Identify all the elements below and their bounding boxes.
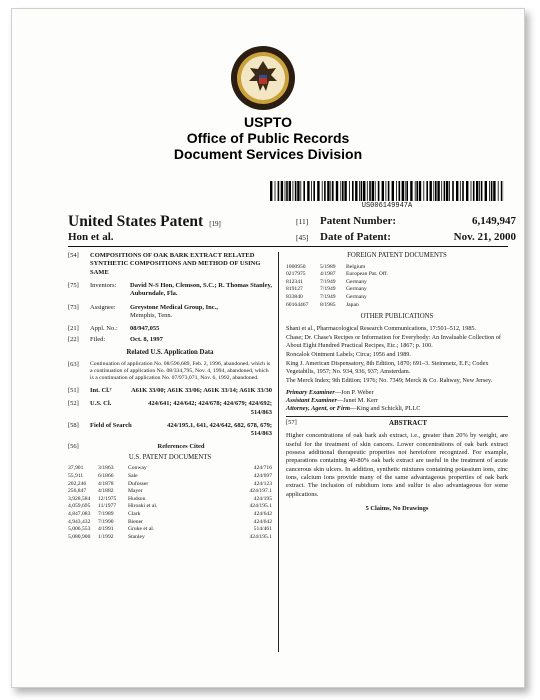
- inventor-short: Hon et al.: [68, 231, 114, 243]
- barcode-bar: [416, 181, 418, 201]
- org-name: USPTO: [244, 114, 292, 130]
- other-pubs-title: OTHER PUBLICATIONS: [360, 313, 434, 321]
- field-code: [63]: [68, 360, 79, 368]
- list-item: Roncalok Ointment Labels; Circa; 1956 and 1989.: [286, 351, 411, 358]
- us-doc-date: 6/1866: [98, 473, 114, 480]
- field-label: U.S. Cl.: [90, 400, 112, 408]
- field-search-value: 424/195.1, 641, 424/642, 682, 678, 679; 514/863: [167, 421, 272, 438]
- us-doc-name: Mayer: [128, 488, 143, 495]
- field-inventors: [68, 282, 272, 299]
- barcode-bar: [498, 181, 499, 201]
- us-doc-date: 12/1975: [98, 495, 117, 502]
- us-doc-name: Dufosser: [128, 480, 149, 487]
- primary-examiner-label: Primary Examiner: [286, 388, 335, 396]
- barcode-bar: [375, 181, 376, 201]
- us-doc-cls: 424/195.1: [249, 533, 272, 540]
- claims-summary: 5 Claims, No Drawings: [365, 504, 429, 512]
- barcode-icon: [270, 181, 504, 201]
- us-doc-cls: 424/195: [253, 495, 272, 502]
- foreign-doc-no: 812341: [286, 278, 303, 285]
- barcode-bar: [317, 181, 319, 201]
- table-row: [286, 279, 508, 287]
- field-code: [51]: [68, 386, 79, 394]
- field-code: [52]: [68, 400, 79, 408]
- barcode-bar: [303, 181, 305, 201]
- us-doc-no: 4,943,432: [68, 518, 91, 525]
- division-name: Document Services Division: [173, 146, 363, 162]
- attorney: [286, 405, 508, 413]
- field-references: [68, 443, 272, 451]
- barcode-bar: [493, 181, 495, 201]
- barcode-number: US006149947A: [361, 202, 413, 210]
- us-doc-cls: 424/642: [253, 511, 272, 517]
- us-doc-date: 11/1977: [98, 503, 117, 510]
- barcode-bar: [473, 181, 475, 201]
- barcode-bar: [367, 181, 368, 201]
- barcode-bar: [344, 181, 346, 201]
- barcode-bar: [313, 181, 315, 201]
- us-doc-name: Clark: [128, 511, 141, 517]
- list-item: King J. American Dispensatory, 8th Edition, 1870; 691–3. Steinmetz, E.F.; Codex Vegetabilis, 1957; No. 934, 936, 937; Amsterdam.: [286, 360, 489, 375]
- foreign-doc-name: Germany: [346, 278, 367, 285]
- barcode-bar: [286, 181, 288, 201]
- field-code: [58]: [68, 421, 79, 429]
- barcode-bar: [270, 181, 272, 201]
- barcode-bar: [476, 181, 478, 201]
- header-rule: [68, 246, 508, 247]
- filed-value: Oct. 8, 1997: [130, 335, 163, 343]
- barcode-bar: [340, 181, 341, 201]
- field-label: Field of Search: [90, 421, 132, 429]
- date-of-patent-value: Nov. 21, 2000: [453, 231, 516, 243]
- table-row: [68, 465, 272, 473]
- us-doc-date: 4/1878: [98, 480, 114, 487]
- barcode-bar: [501, 181, 503, 201]
- references-label: References Cited: [157, 443, 205, 451]
- office-name: Office of Public Records: [186, 130, 350, 146]
- field-label: Inventors:: [90, 281, 117, 289]
- patent-title: [68, 213, 221, 231]
- barcode-bar: [332, 181, 334, 201]
- barcode-bar: [402, 181, 404, 201]
- foreign-doc-no: 833840: [286, 294, 303, 301]
- left-column: [68, 252, 272, 541]
- assignee-place: Memphis, Tenn.: [130, 311, 173, 319]
- us-docs-title: U.S. PATENT DOCUMENTS: [128, 453, 212, 461]
- table-row: [286, 264, 508, 272]
- invention-title: COMPOSITIONS OF OAK BARK EXTRACT RELATED SYNTHETIC COMPOSITIONS AND METHOD OF USING SAME: [90, 252, 261, 276]
- date-of-patent-row: [296, 231, 516, 243]
- barcode-bar: [361, 181, 363, 201]
- us-doc-date: 3/1863: [98, 465, 114, 472]
- us-doc-name: Hudson: [128, 495, 146, 502]
- barcode-bar: [462, 181, 464, 201]
- abstract-code: [57]: [286, 419, 297, 427]
- attorney-label: Attorney, Agent, or Firm: [286, 405, 351, 413]
- field-code: [56]: [68, 443, 79, 451]
- table-row: [68, 496, 272, 504]
- us-doc-no: 55,911: [68, 473, 84, 480]
- foreign-doc-name: European Pat. Off.: [346, 271, 388, 278]
- barcode-bar: [491, 181, 493, 201]
- barcode-bar: [430, 181, 432, 201]
- uspto-seal-icon: [230, 45, 296, 111]
- us-doc-name: Biener: [128, 518, 143, 525]
- foreign-docs-table: [286, 264, 508, 310]
- primary-examiner-value: —Jon P. Weber: [334, 388, 374, 396]
- barcode-bar: [452, 181, 454, 201]
- us-doc-no: 4,847,083: [68, 511, 91, 517]
- foreign-doc-date: 7/1949: [320, 286, 336, 293]
- barcode-bar: [293, 181, 294, 201]
- field-code: [22]: [68, 335, 79, 343]
- foreign-doc-name: Japan: [346, 301, 359, 308]
- table-row: [68, 481, 272, 489]
- us-doc-no: 4,059,695: [68, 503, 91, 510]
- barcode-bar: [330, 181, 331, 201]
- barcode-bar: [419, 181, 421, 201]
- barcode-bar: [405, 181, 406, 201]
- barcode-bar: [281, 181, 283, 201]
- barcode-bar: [359, 181, 360, 201]
- other-pubs-list: [286, 325, 508, 385]
- field-assignee: [68, 304, 272, 321]
- barcode-bar: [307, 181, 309, 201]
- primary-examiner: [286, 389, 508, 397]
- us-doc-name: Gruke et al.: [128, 526, 155, 533]
- assistant-examiner: [286, 397, 508, 405]
- barcode-bar: [481, 181, 483, 201]
- barcode-bar: [460, 181, 461, 201]
- us-doc-date: 4/1991: [98, 526, 114, 533]
- related-data-title: Related U.S. Application Data: [126, 348, 214, 356]
- barcode-bar: [392, 181, 394, 201]
- barcode-bar: [285, 181, 286, 201]
- field-continuation: [68, 361, 272, 382]
- table-row: [68, 526, 272, 534]
- barcode-bar: [410, 181, 412, 201]
- patent-number-row: [296, 215, 516, 227]
- table-row: [286, 294, 508, 302]
- field-label: Appl. No.:: [90, 325, 118, 333]
- barcode-bar: [441, 181, 442, 201]
- abstract-title: ABSTRACT: [388, 419, 428, 428]
- barcode-bar: [466, 181, 468, 201]
- continuation-text: Continuation of application No. 08/596,689, Feb. 2, 1996, abandoned, which is a continuation of application No. 08/334,795, Nov. 4, 1994, abandoned, which is a continuation of application No. 07/973,071, Nov. 6, 1992, abandoned.: [90, 360, 271, 381]
- us-cl-value: 424/641; 424/642; 424/678; 424/679; 424/692; 514/863: [148, 400, 272, 416]
- field-code: [54]: [68, 252, 79, 259]
- barcode-bar: [297, 181, 299, 201]
- foreign-doc-date: 5/1989: [320, 263, 336, 270]
- assistant-examiner-label: Assistant Examiner: [286, 396, 337, 404]
- us-doc-date: 7/1990: [98, 518, 114, 525]
- assistant-examiner-value: —Janet M. Kerr: [336, 396, 379, 404]
- barcode-bar: [355, 181, 357, 201]
- us-doc-date: 4/1882: [98, 488, 114, 495]
- foreign-doc-no: 1000950: [286, 263, 306, 270]
- attorney-value: —King and Schickli, PLLC: [350, 405, 421, 413]
- field-appl-no: [68, 325, 272, 333]
- foreign-doc-name: Germany: [346, 294, 367, 301]
- us-doc-no: 5,080,900: [68, 533, 91, 540]
- barcode-bar: [300, 181, 301, 201]
- barcode-bar: [352, 181, 354, 201]
- table-row: [286, 302, 508, 310]
- foreign-doc-no: 819127: [286, 286, 303, 293]
- barcode-bar: [406, 181, 408, 201]
- foreign-doc-date: 4/1987: [320, 271, 336, 278]
- examiners-block: [286, 389, 508, 414]
- barcode-bar: [396, 181, 397, 201]
- barcode-bar: [372, 181, 374, 201]
- field-code: [21]: [68, 325, 79, 333]
- us-doc-name: Sale: [128, 473, 138, 480]
- int-cl-value: A61K 33/00; A61K 33/06; A61K 33/14; A61K 33/30: [130, 386, 272, 394]
- field-us-cl: [68, 400, 272, 417]
- barcode-bar: [275, 181, 276, 201]
- foreign-doc-name: Belgium: [346, 263, 366, 270]
- patent-title-code: [19]: [209, 220, 221, 228]
- barcode-bar: [324, 181, 326, 201]
- patent-title-text: United States Patent: [68, 213, 204, 230]
- table-row: [286, 286, 508, 294]
- barcode-bar: [382, 181, 384, 201]
- list-item: Shani et al., Pharmacological Research Communications, 17:501–512, 1985.: [286, 324, 477, 332]
- barcode-bar: [479, 181, 480, 201]
- column-divider: [278, 252, 279, 652]
- barcode-bar: [446, 181, 448, 201]
- barcode-bar: [437, 181, 439, 201]
- field-label: Int. Cl.⁷: [90, 386, 112, 394]
- table-row: [68, 511, 272, 519]
- us-doc-cls: 424/195.1: [249, 503, 272, 510]
- abstract-heading: [286, 416, 508, 428]
- patent-document-page: [11, 8, 525, 688]
- barcode-bar: [449, 181, 450, 201]
- field-code: [73]: [68, 303, 79, 311]
- barcode-bar: [444, 181, 446, 201]
- table-row: [68, 488, 272, 496]
- barcode-bar: [489, 181, 490, 201]
- foreign-doc-no: 60164467: [286, 301, 309, 308]
- barcode-bar: [415, 181, 416, 201]
- barcode-bar: [327, 181, 329, 201]
- barcode-bar: [336, 181, 338, 201]
- us-doc-date: 1/1992: [98, 533, 114, 540]
- barcode-bar: [456, 181, 458, 201]
- patent-number-value: 6,149,947: [472, 215, 516, 227]
- table-row: [68, 534, 272, 542]
- barcode-bar: [369, 181, 371, 201]
- table-row: [68, 519, 272, 527]
- us-doc-date: 7/1989: [98, 511, 114, 517]
- date-of-patent-label: Date of Patent:: [320, 231, 391, 243]
- foreign-doc-date: 7/1949: [320, 294, 336, 301]
- us-doc-cls: 424/716: [253, 465, 272, 472]
- barcode-bar: [311, 181, 312, 201]
- us-doc-name: Hiroaki et al.: [128, 503, 158, 510]
- patent-number-label: Patent Number:: [320, 215, 397, 227]
- barcode-bar: [363, 181, 365, 201]
- us-doc-name: Stanley: [128, 533, 145, 540]
- barcode-bar: [433, 181, 434, 201]
- barcode-bar: [399, 181, 401, 201]
- barcode-bar: [289, 181, 291, 201]
- barcode-bar: [342, 181, 344, 201]
- foreign-doc-date: 8/1985: [320, 301, 336, 308]
- us-doc-no: 5,006,553: [68, 526, 91, 533]
- barcode-bar: [388, 181, 390, 201]
- barcode-bar: [349, 181, 350, 201]
- barcode-bar: [485, 181, 487, 201]
- table-row: [68, 473, 272, 481]
- us-doc-no: 256,847: [68, 488, 87, 495]
- foreign-doc-date: 7/1949: [320, 278, 336, 285]
- patent-number-code: [11]: [296, 217, 309, 226]
- us-doc-no: 3,928,584: [68, 495, 91, 502]
- us-doc-no: 202,246: [68, 480, 87, 487]
- assignee-name: Greystone Medical Group, Inc.,: [130, 303, 218, 311]
- foreign-docs-title: FOREIGN PATENT DOCUMENTS: [347, 252, 447, 259]
- table-row: [286, 271, 508, 279]
- abstract-text: Higher concentrations of oak bark ash extract, i.e., greater than 20% by weight, are useful for the treatment of skin cancers. Lower concentrations of oak bark extract possess additional therapeutic properties not heretofore recognized. For example, preparations containing 40-80% oak bark extract are useful in the treatment of acute cancerous skin ulcers. In addition, synthetic mixtures containing potassium ions, zinc ions, calcium ions provide many of the same advantageous properties of oak bark extract. The inclusion of rubidium ions and sulfur is also advantageous for some applications.: [286, 432, 508, 498]
- field-label: Assignee:: [90, 303, 116, 311]
- list-item: Chase; Dr. Chase's Recipes or Information for Everybody: An Invaluable Collection of About Eight Hundred Practical Recipes, Etc.; 1867; p. 100.: [286, 334, 501, 349]
- date-of-patent-code: [45]: [296, 233, 309, 242]
- barcode-bar: [435, 181, 437, 201]
- barcode-bar: [295, 181, 297, 201]
- field-int-cl: [68, 387, 272, 395]
- us-doc-cls: 424/197.1: [249, 488, 272, 495]
- us-doc-cls: 424/697: [253, 473, 272, 480]
- us-doc-cls: 424/123: [253, 480, 272, 487]
- us-docs-table: [68, 465, 272, 541]
- field-search: [68, 422, 272, 439]
- us-doc-cls: 424/642: [253, 518, 272, 525]
- us-doc-no: 37,901: [68, 465, 84, 472]
- foreign-doc-no: 0217975: [286, 271, 306, 278]
- field-filed: [68, 336, 272, 344]
- inventors-value: David N-S Hon, Clemson, S.C.; R. Thomas Stanley, Auburndale, Fla.: [130, 281, 273, 298]
- field-label: Filed:: [90, 335, 106, 343]
- right-column: [286, 252, 508, 513]
- field-code: [75]: [68, 281, 79, 289]
- us-doc-cls: 514/461: [253, 526, 272, 533]
- barcode-bar: [386, 181, 387, 201]
- foreign-doc-name: Germany: [346, 286, 367, 293]
- barcode-bar: [423, 181, 424, 201]
- table-row: [68, 503, 272, 511]
- barcode-bar: [426, 181, 428, 201]
- barcode-bar: [322, 181, 323, 201]
- barcode-bar: [378, 181, 380, 201]
- us-doc-name: Conway: [128, 465, 147, 472]
- appl-no-value: 08/947,055: [130, 325, 160, 333]
- list-item: The Merck Index; 9th Edition; 1976; No. 7349; Merck & Co. Rahway, New Jersey.: [286, 377, 493, 385]
- barcode-bar: [278, 181, 280, 201]
- field-title: [68, 252, 272, 277]
- barcode-bar: [471, 181, 472, 201]
